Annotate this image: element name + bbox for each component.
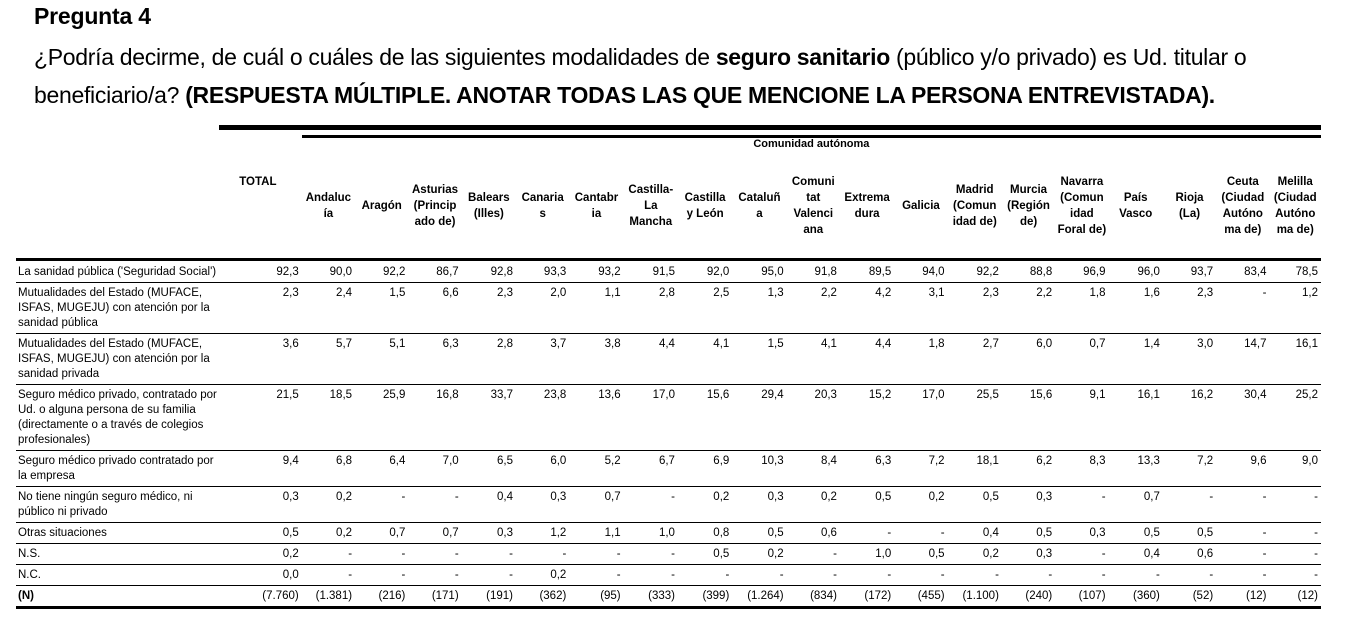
value-cell: 0,4 [948, 523, 1002, 544]
value-cell: - [624, 487, 678, 523]
column-header: Aragón [361, 200, 402, 212]
value-cell: 2,5 [678, 283, 732, 334]
value-cell: 16,2 [1163, 385, 1216, 451]
value-cell: - [1216, 487, 1269, 523]
value-cell: (52) [1163, 586, 1216, 608]
results-table [16, 125, 1321, 609]
total-cell: 9,4 [219, 451, 302, 487]
value-cell: 0,5 [840, 487, 894, 523]
value-cell: 10,3 [732, 451, 786, 487]
value-cell: 91,5 [624, 260, 678, 283]
value-cell: - [840, 565, 894, 586]
value-cell: 0,8 [678, 523, 732, 544]
value-cell: 0,2 [302, 487, 355, 523]
value-cell: - [302, 544, 355, 565]
value-cell: 16,1 [1269, 334, 1321, 385]
value-cell: 1,0 [840, 544, 894, 565]
value-cell: 1,1 [569, 283, 623, 334]
value-cell: 4,1 [787, 334, 840, 385]
value-cell: 2,3 [462, 283, 516, 334]
value-cell: 86,7 [408, 260, 461, 283]
value-cell: - [894, 523, 947, 544]
header-rule-row [16, 128, 1321, 137]
value-cell: 6,6 [408, 283, 461, 334]
total-cell: 0,3 [219, 487, 302, 523]
value-cell: 6,8 [302, 451, 355, 487]
value-cell: 0,7 [569, 487, 623, 523]
value-cell: (360) [1109, 586, 1163, 608]
value-cell: - [408, 487, 461, 523]
value-cell: 6,9 [678, 451, 732, 487]
value-cell: - [462, 565, 516, 586]
value-cell: 3,0 [1163, 334, 1216, 385]
total-cell: 92,3 [219, 260, 302, 283]
column-header: Galicia [902, 200, 940, 212]
total-cell: 2,3 [219, 283, 302, 334]
column-header: Rioja (La) [1175, 192, 1204, 220]
value-cell: - [302, 565, 355, 586]
value-cell: 1,0 [624, 523, 678, 544]
value-cell: 15,6 [678, 385, 732, 451]
value-cell: - [1163, 565, 1216, 586]
value-cell: 5,7 [302, 334, 355, 385]
column-header: Asturias (Princip ado de) [412, 184, 459, 228]
value-cell: 4,2 [840, 283, 894, 334]
value-cell: 20,3 [787, 385, 840, 451]
value-cell: 1,4 [1109, 334, 1163, 385]
value-cell: (107) [1055, 586, 1108, 608]
value-cell: (1.264) [732, 586, 786, 608]
value-cell: - [624, 565, 678, 586]
value-cell: 96,9 [1055, 260, 1108, 283]
value-cell: - [1216, 283, 1269, 334]
value-cell: 0,6 [787, 523, 840, 544]
value-cell: 90,0 [302, 260, 355, 283]
value-cell: - [355, 544, 408, 565]
value-cell: - [624, 544, 678, 565]
value-cell: 6,3 [408, 334, 461, 385]
value-cell: (1.381) [302, 586, 355, 608]
question-instruction: (RESPUESTA MÚLTIPLE. ANOTAR TODAS LAS QUE MENCIONE LA PERSONA ENTREVISTADA). [185, 82, 1215, 108]
value-cell: (455) [894, 586, 947, 608]
value-cell: 0,2 [678, 487, 732, 523]
value-cell: 0,5 [894, 544, 947, 565]
column-header: Castilla y León [684, 192, 726, 220]
value-cell: 1,2 [516, 523, 569, 544]
value-cell: 92,2 [948, 260, 1002, 283]
value-cell: (171) [408, 586, 461, 608]
value-cell: 0,5 [948, 487, 1002, 523]
value-cell: 3,1 [894, 283, 947, 334]
value-cell: 2,8 [462, 334, 516, 385]
value-cell: 0,5 [1002, 523, 1055, 544]
value-cell: 14,7 [1216, 334, 1269, 385]
value-cell: 25,5 [948, 385, 1002, 451]
value-cell: 18,1 [948, 451, 1002, 487]
value-cell: 6,7 [624, 451, 678, 487]
value-cell: - [1055, 544, 1108, 565]
row-label: Mutualidades del Estado (MUFACE, ISFAS, MUGEJU) con atención por la sanidad privada [16, 334, 219, 385]
question-bold-1: seguro sanitario [715, 44, 890, 70]
value-cell: 4,1 [678, 334, 732, 385]
value-cell: 0,2 [302, 523, 355, 544]
table-row [16, 565, 1321, 586]
value-cell: 33,7 [462, 385, 516, 451]
header-blank [16, 137, 219, 155]
table-row [16, 283, 1321, 334]
value-cell: (1.100) [948, 586, 1002, 608]
column-header: Melilla (Ciudad Autóno ma de) [1273, 176, 1317, 236]
table-body [16, 260, 1321, 608]
value-cell: - [787, 544, 840, 565]
value-cell: 5,2 [569, 451, 623, 487]
results-table-wrapper [16, 125, 1321, 609]
row-label: Seguro médico privado, contratado por Ud. o alguna persona de su familia (directamente o a través de colegios profesionales) [16, 385, 219, 451]
value-cell: 96,0 [1109, 260, 1163, 283]
value-cell: 92,0 [678, 260, 732, 283]
value-cell: 0,2 [732, 544, 786, 565]
value-cell: 18,5 [302, 385, 355, 451]
value-cell: 91,8 [787, 260, 840, 283]
value-cell: 0,2 [787, 487, 840, 523]
value-cell: - [1055, 487, 1108, 523]
value-cell: 92,2 [355, 260, 408, 283]
value-cell: - [462, 544, 516, 565]
value-cell: 2,2 [787, 283, 840, 334]
value-cell: 89,5 [840, 260, 894, 283]
value-cell: 78,5 [1269, 260, 1321, 283]
value-cell: - [1055, 565, 1108, 586]
value-cell: 0,2 [894, 487, 947, 523]
table-row [16, 487, 1321, 523]
value-cell: 1,3 [732, 283, 786, 334]
value-cell: 8,3 [1055, 451, 1108, 487]
value-cell: 94,0 [894, 260, 947, 283]
value-cell: 9,6 [1216, 451, 1269, 487]
value-cell: 1,6 [1109, 283, 1163, 334]
row-label: Seguro médico privado contratado por la empresa [16, 451, 219, 487]
row-label: No tiene ningún seguro médico, ni público ni privado [16, 487, 219, 523]
value-cell: 93,2 [569, 260, 623, 283]
value-cell: 29,4 [732, 385, 786, 451]
value-cell: 0,2 [516, 565, 569, 586]
column-header: Ceuta (Ciudad Autóno ma de) [1221, 176, 1265, 236]
column-header: Navarra (Comun idad Foral de) [1057, 176, 1107, 236]
total-header: TOTAL [239, 176, 277, 188]
column-header: Castilla- La Mancha [628, 184, 674, 228]
row-label: N.S. [16, 544, 219, 565]
value-cell: (216) [355, 586, 408, 608]
value-cell: 0,4 [1109, 544, 1163, 565]
value-cell: 25,9 [355, 385, 408, 451]
value-cell: 5,1 [355, 334, 408, 385]
value-cell: - [1216, 544, 1269, 565]
column-header: Comuni tat Valenci ana [791, 176, 835, 236]
question-part-2: (público y/o privado) es Ud. titular o beneficiario/a? [34, 44, 1247, 108]
value-cell: 17,0 [894, 385, 947, 451]
table-row [16, 334, 1321, 385]
column-header: Andaluc ía [305, 192, 352, 220]
value-cell: 7,2 [894, 451, 947, 487]
value-cell: 15,2 [840, 385, 894, 451]
value-cell: 30,4 [1216, 385, 1269, 451]
value-cell: (12) [1269, 586, 1321, 608]
value-cell: 6,0 [1002, 334, 1055, 385]
value-cell: 2,4 [302, 283, 355, 334]
value-cell: 13,3 [1109, 451, 1163, 487]
column-header: Canaria s [521, 192, 564, 220]
column-header: País Vasco [1119, 192, 1153, 220]
value-cell: (12) [1216, 586, 1269, 608]
value-cell: (95) [569, 586, 623, 608]
value-cell: 2,7 [948, 334, 1002, 385]
value-cell: - [840, 523, 894, 544]
column-header: Cantabr ia [574, 192, 619, 220]
value-cell: 1,5 [355, 283, 408, 334]
value-cell: 1,1 [569, 523, 623, 544]
value-cell: - [355, 565, 408, 586]
table-row [16, 586, 1321, 608]
total-cell: 3,6 [219, 334, 302, 385]
value-cell: 7,2 [1163, 451, 1216, 487]
total-cell: 21,5 [219, 385, 302, 451]
value-cell: 0,5 [1109, 523, 1163, 544]
value-cell: 6,5 [462, 451, 516, 487]
value-cell: 0,3 [462, 523, 516, 544]
value-cell: 9,1 [1055, 385, 1108, 451]
page-title: Pregunta 4 [34, 3, 151, 29]
total-cell: 0,2 [219, 544, 302, 565]
row-label: La sanidad pública ('Seguridad Social') [16, 260, 219, 283]
total-cell: 0,5 [219, 523, 302, 544]
table-row [16, 260, 1321, 283]
value-cell: 25,2 [1269, 385, 1321, 451]
row-label: (N) [16, 586, 219, 608]
value-cell: 3,8 [569, 334, 623, 385]
value-cell: 2,0 [516, 283, 569, 334]
value-cell: 0,7 [1109, 487, 1163, 523]
value-cell: 1,2 [1269, 283, 1321, 334]
value-cell: - [1216, 565, 1269, 586]
value-cell: - [678, 565, 732, 586]
column-header: Cataluñ a [738, 192, 781, 220]
value-cell: 88,8 [1002, 260, 1055, 283]
value-cell: 0,5 [1163, 523, 1216, 544]
total-cell: (7.760) [219, 586, 302, 608]
value-cell: (240) [1002, 586, 1055, 608]
row-label: Mutualidades del Estado (MUFACE, ISFAS, MUGEJU) con atención por la sanidad pública [16, 283, 219, 334]
value-cell: 0,3 [516, 487, 569, 523]
value-cell: 16,8 [408, 385, 461, 451]
value-cell: 93,7 [1163, 260, 1216, 283]
value-cell: 15,6 [1002, 385, 1055, 451]
total-cell: 0,0 [219, 565, 302, 586]
value-cell: 6,3 [840, 451, 894, 487]
table-row [16, 385, 1321, 451]
value-cell: 0,3 [1055, 523, 1108, 544]
row-label-header [16, 154, 219, 260]
value-cell: - [1269, 487, 1321, 523]
value-cell: 0,3 [1002, 544, 1055, 565]
value-cell: 0,7 [1055, 334, 1108, 385]
header-top-rule [219, 128, 1321, 137]
value-cell: - [408, 565, 461, 586]
table-row [16, 451, 1321, 487]
value-cell: 13,6 [569, 385, 623, 451]
question-text [34, 38, 1334, 114]
value-cell: 17,0 [624, 385, 678, 451]
value-cell: 0,5 [732, 523, 786, 544]
header-blank [219, 137, 302, 155]
value-cell: 0,3 [1002, 487, 1055, 523]
value-cell: 9,0 [1269, 451, 1321, 487]
value-cell: - [408, 544, 461, 565]
value-cell: 8,4 [787, 451, 840, 487]
value-cell: - [569, 565, 623, 586]
value-cell: 4,4 [624, 334, 678, 385]
row-label: Otras situaciones [16, 523, 219, 544]
column-header: Murcia (Región de) [1007, 184, 1050, 228]
table-row [16, 544, 1321, 565]
value-cell: 2,3 [948, 283, 1002, 334]
value-cell: (399) [678, 586, 732, 608]
value-cell: 2,8 [624, 283, 678, 334]
value-cell: - [948, 565, 1002, 586]
value-cell: - [894, 565, 947, 586]
value-cell: 92,8 [462, 260, 516, 283]
group-header-row [16, 137, 1321, 155]
value-cell: 83,4 [1216, 260, 1269, 283]
header-blank [16, 128, 219, 137]
value-cell: - [569, 544, 623, 565]
value-cell: - [732, 565, 786, 586]
value-cell: 7,0 [408, 451, 461, 487]
value-cell: 2,2 [1002, 283, 1055, 334]
value-cell: - [1216, 523, 1269, 544]
value-cell: 1,5 [732, 334, 786, 385]
column-header: Madrid (Comun idad de) [952, 184, 997, 228]
value-cell: (834) [787, 586, 840, 608]
value-cell: 0,3 [732, 487, 786, 523]
question-part-1: ¿Podría decirme, de cuál o cuáles de las siguientes modalidades de [34, 44, 716, 70]
value-cell: 1,8 [1055, 283, 1108, 334]
value-cell: 0,7 [408, 523, 461, 544]
value-cell: 0,2 [948, 544, 1002, 565]
value-cell: 0,6 [1163, 544, 1216, 565]
column-header: Extrema dura [844, 192, 890, 220]
value-cell: (333) [624, 586, 678, 608]
value-cell: 0,5 [678, 544, 732, 565]
value-cell: 16,1 [1109, 385, 1163, 451]
value-cell: - [1269, 565, 1321, 586]
row-label: N.C. [16, 565, 219, 586]
value-cell: - [355, 487, 408, 523]
table-row [16, 523, 1321, 544]
value-cell: (172) [840, 586, 894, 608]
value-cell: 6,4 [355, 451, 408, 487]
group-header: Comunidad autónoma [302, 137, 1321, 155]
value-cell: - [1163, 487, 1216, 523]
value-cell: 4,4 [840, 334, 894, 385]
value-cell: - [1002, 565, 1055, 586]
value-cell: 2,3 [1163, 283, 1216, 334]
column-header-row [16, 154, 1321, 260]
column-header: Balears (Illes) [468, 192, 510, 220]
value-cell: 0,7 [355, 523, 408, 544]
value-cell: - [1109, 565, 1163, 586]
value-cell: 93,3 [516, 260, 569, 283]
value-cell: 1,8 [894, 334, 947, 385]
value-cell: - [1269, 544, 1321, 565]
value-cell: - [787, 565, 840, 586]
value-cell: 6,0 [516, 451, 569, 487]
value-cell: (362) [516, 586, 569, 608]
value-cell: 95,0 [732, 260, 786, 283]
value-cell: - [516, 544, 569, 565]
value-cell: 23,8 [516, 385, 569, 451]
value-cell: 3,7 [516, 334, 569, 385]
value-cell: - [1269, 523, 1321, 544]
value-cell: 6,2 [1002, 451, 1055, 487]
value-cell: (191) [462, 586, 516, 608]
value-cell: 0,4 [462, 487, 516, 523]
